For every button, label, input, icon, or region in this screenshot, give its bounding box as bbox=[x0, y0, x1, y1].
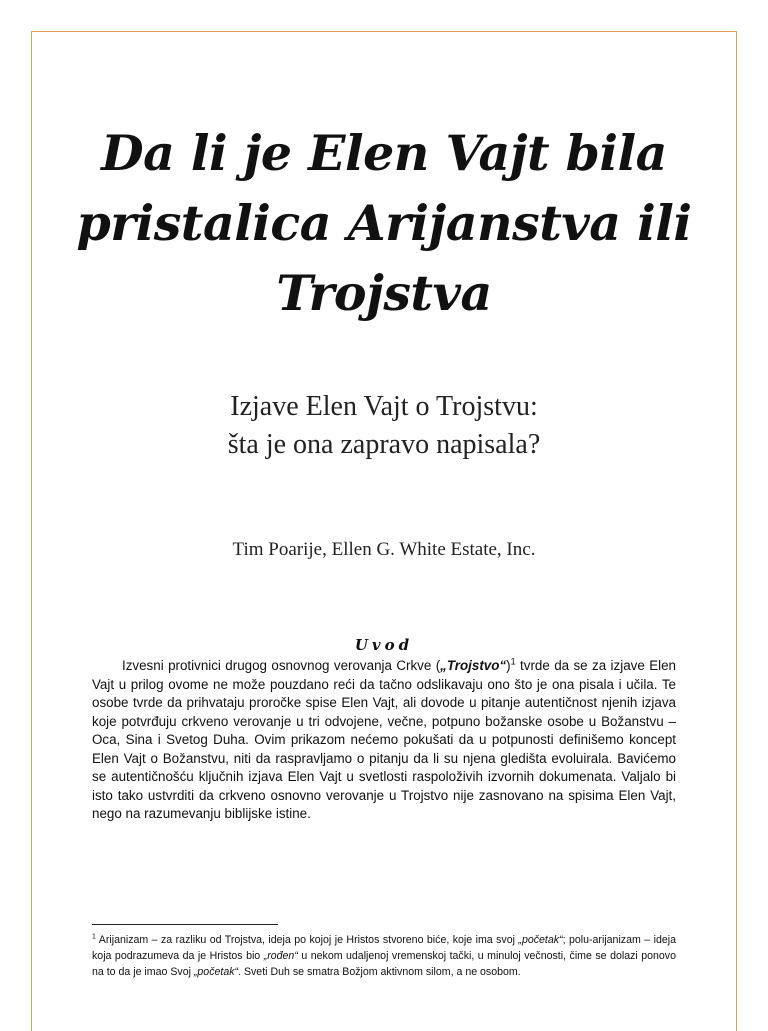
footnote bbox=[92, 932, 676, 980]
subtitle-line-1: Izjave Elen Vajt o Trojstvu: bbox=[230, 391, 538, 422]
footnote-text-2: ; polu-arijanizam – ideja koja podrazumeva da je Hristos bio bbox=[92, 934, 676, 962]
document-title: Da li je Elen Vajt bila pristalica Arijanstva ili Trojstva bbox=[76, 124, 692, 322]
document-subtitle bbox=[60, 388, 708, 464]
footnote-emphasis-1: „početak“ bbox=[518, 934, 563, 946]
footnote-reference[interactable]: 1 bbox=[510, 656, 516, 667]
footnote-text-3: u nekom udaljenoj vremenskoj tački, u minuloj večnosti, čime se dolazi ponovo na to da je imao Svoj bbox=[92, 950, 676, 978]
intro-paragraph bbox=[92, 657, 676, 824]
footnote-emphasis-3: „početak“ bbox=[193, 966, 239, 978]
intro-text-2: ) bbox=[506, 658, 511, 673]
section-heading: Uvod bbox=[354, 636, 414, 654]
author-line: Tim Poarije, Ellen G. White Estate, Inc. bbox=[232, 539, 536, 560]
footnote-text-1: Arijanizam – za razliku od Trojstva, ideja po kojoj je Hristos stvoreno biće, koje ima svoj bbox=[95, 934, 519, 946]
footnote-separator bbox=[92, 924, 278, 925]
subtitle-line-2: šta je ona zapravo napisala? bbox=[227, 429, 541, 460]
intro-text-1: Izvesni protivnici drugog osnovnog verovanja Crkve ( bbox=[122, 658, 441, 673]
intro-emphasis: „Trojstvo“ bbox=[440, 658, 507, 673]
footnote-number: 1 bbox=[92, 933, 96, 941]
footnote-emphasis-2: „rođen“ bbox=[263, 950, 298, 962]
footnote-text-4: . Sveti Duh se smatra Božjom aktivnom silom, a ne osobom. bbox=[238, 966, 521, 978]
intro-text-3: tvrde da se za izjave Elen Vajt u prilog ovome ne može pouzdano reći da tačno odslikavaju ono što je ona pisala i učila. Te osobe tvrde da prihvataju proročke spise Elen Vajt, ali dovode u pitanje autentičnost njenih izjava koje potvrđuju crkveno verovanje u tri odvojene, večne, potpuno božanske osobe u Božanstvu – Oca, Sina i Svetog Duha. Ovim prikazom nećemo pokušati da u potpunosti definišemo koncept Elen Vajt o Božanstvu, niti da raspravljamo o pitanju da li su njena gledišta evoluirala. Bavićemo se autentičnošću ključnih izjava Elen Vajt u svetlosti raspoloživih izvornih dokumenata. Valjalo bi isto tako ustvrditi da crkveno osnovno verovanje u Trojstvo nije zasnovano na spisima Elen Vajt, nego na razumevanju biblijske istine. bbox=[92, 658, 676, 821]
